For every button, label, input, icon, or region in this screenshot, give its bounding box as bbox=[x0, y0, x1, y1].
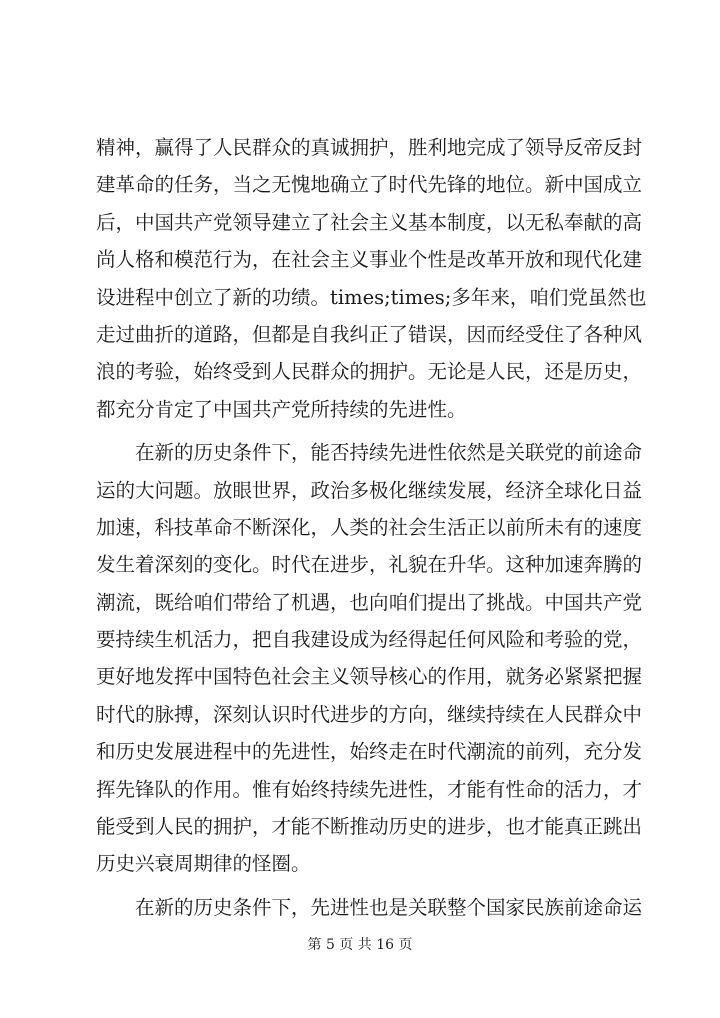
text-line: 潮流，既给咱们带给了机遇，也向咱们提出了挑战。中国共产党 bbox=[96, 590, 643, 614]
text-line: 要持续生机活力，把自我建设成为经得起任何风险和考验的党， bbox=[96, 628, 643, 652]
text-line: 走过曲折的道路，但都是自我纠正了错误，因而经受住了各种风 bbox=[96, 322, 643, 346]
text-line: 历史兴衰周期律的怪圈。 bbox=[96, 852, 311, 876]
text-line: 后，中国共产党领导建立了社会主义基本制度，以无私奉献的高 bbox=[96, 210, 643, 234]
text-line: 尚人格和模范行为，在社会主义事业个性是改革开放和现代化建 bbox=[96, 248, 643, 272]
text-line: 在新的历史条件下，能否持续先进性依然是关联党的前途命 bbox=[135, 441, 643, 465]
body-text bbox=[96, 129, 647, 926]
text-line: 发生着深刻的变化。时代在进步，礼貌在升华。这种加速奔腾的 bbox=[96, 553, 643, 577]
text-line: 时代的脉搏，深刻认识时代进步的方向，继续持续在人民群众中 bbox=[96, 702, 643, 726]
paragraph-3 bbox=[96, 889, 643, 926]
text-line: 在新的历史条件下，先进性也是关联整个国家民族前途命运 bbox=[135, 895, 643, 919]
text-line: 和历史发展进程中的先进性，始终走在时代潮流的前列，充分发 bbox=[96, 740, 643, 764]
text-line: 浪的考验，始终受到人民群众的拥护。无论是人民，还是历史， bbox=[96, 360, 643, 384]
text-line: 都充分肯定了中国共产党所持续的先进性。 bbox=[96, 397, 467, 421]
text-line: 更好地发挥中国特色社会主义领导核心的作用，就务必紧紧把握 bbox=[96, 665, 643, 689]
text-line: 运的大问题。放眼世界，政治多极化继续发展，经济全球化日益 bbox=[96, 478, 643, 502]
text-line: 挥先锋队的作用。惟有始终持续先进性，才能有性命的活力，才 bbox=[96, 777, 643, 801]
text-line: 能受到人民的拥护，才能不断推动历史的进步，也才能真正跳出 bbox=[96, 815, 643, 839]
page-number: 第 5 页 共 16 页 bbox=[307, 937, 413, 953]
text-line: 设进程中创立了新的功绩。times;times;多年来，咱们党虽然也 bbox=[96, 285, 647, 309]
page-footer bbox=[0, 934, 720, 954]
text-line: 精神，赢得了人民群众的真诚拥护，胜利地完成了领导反帝反封 bbox=[96, 136, 643, 159]
paragraph-1 bbox=[96, 129, 647, 428]
text-line: 加速，科技革命不断深化，人类的社会生活正以前所未有的速度 bbox=[96, 515, 643, 539]
paragraph-2 bbox=[96, 434, 643, 883]
text-line: 建革命的任务，当之无愧地确立了时代先锋的地位。新中国成立 bbox=[96, 173, 643, 197]
